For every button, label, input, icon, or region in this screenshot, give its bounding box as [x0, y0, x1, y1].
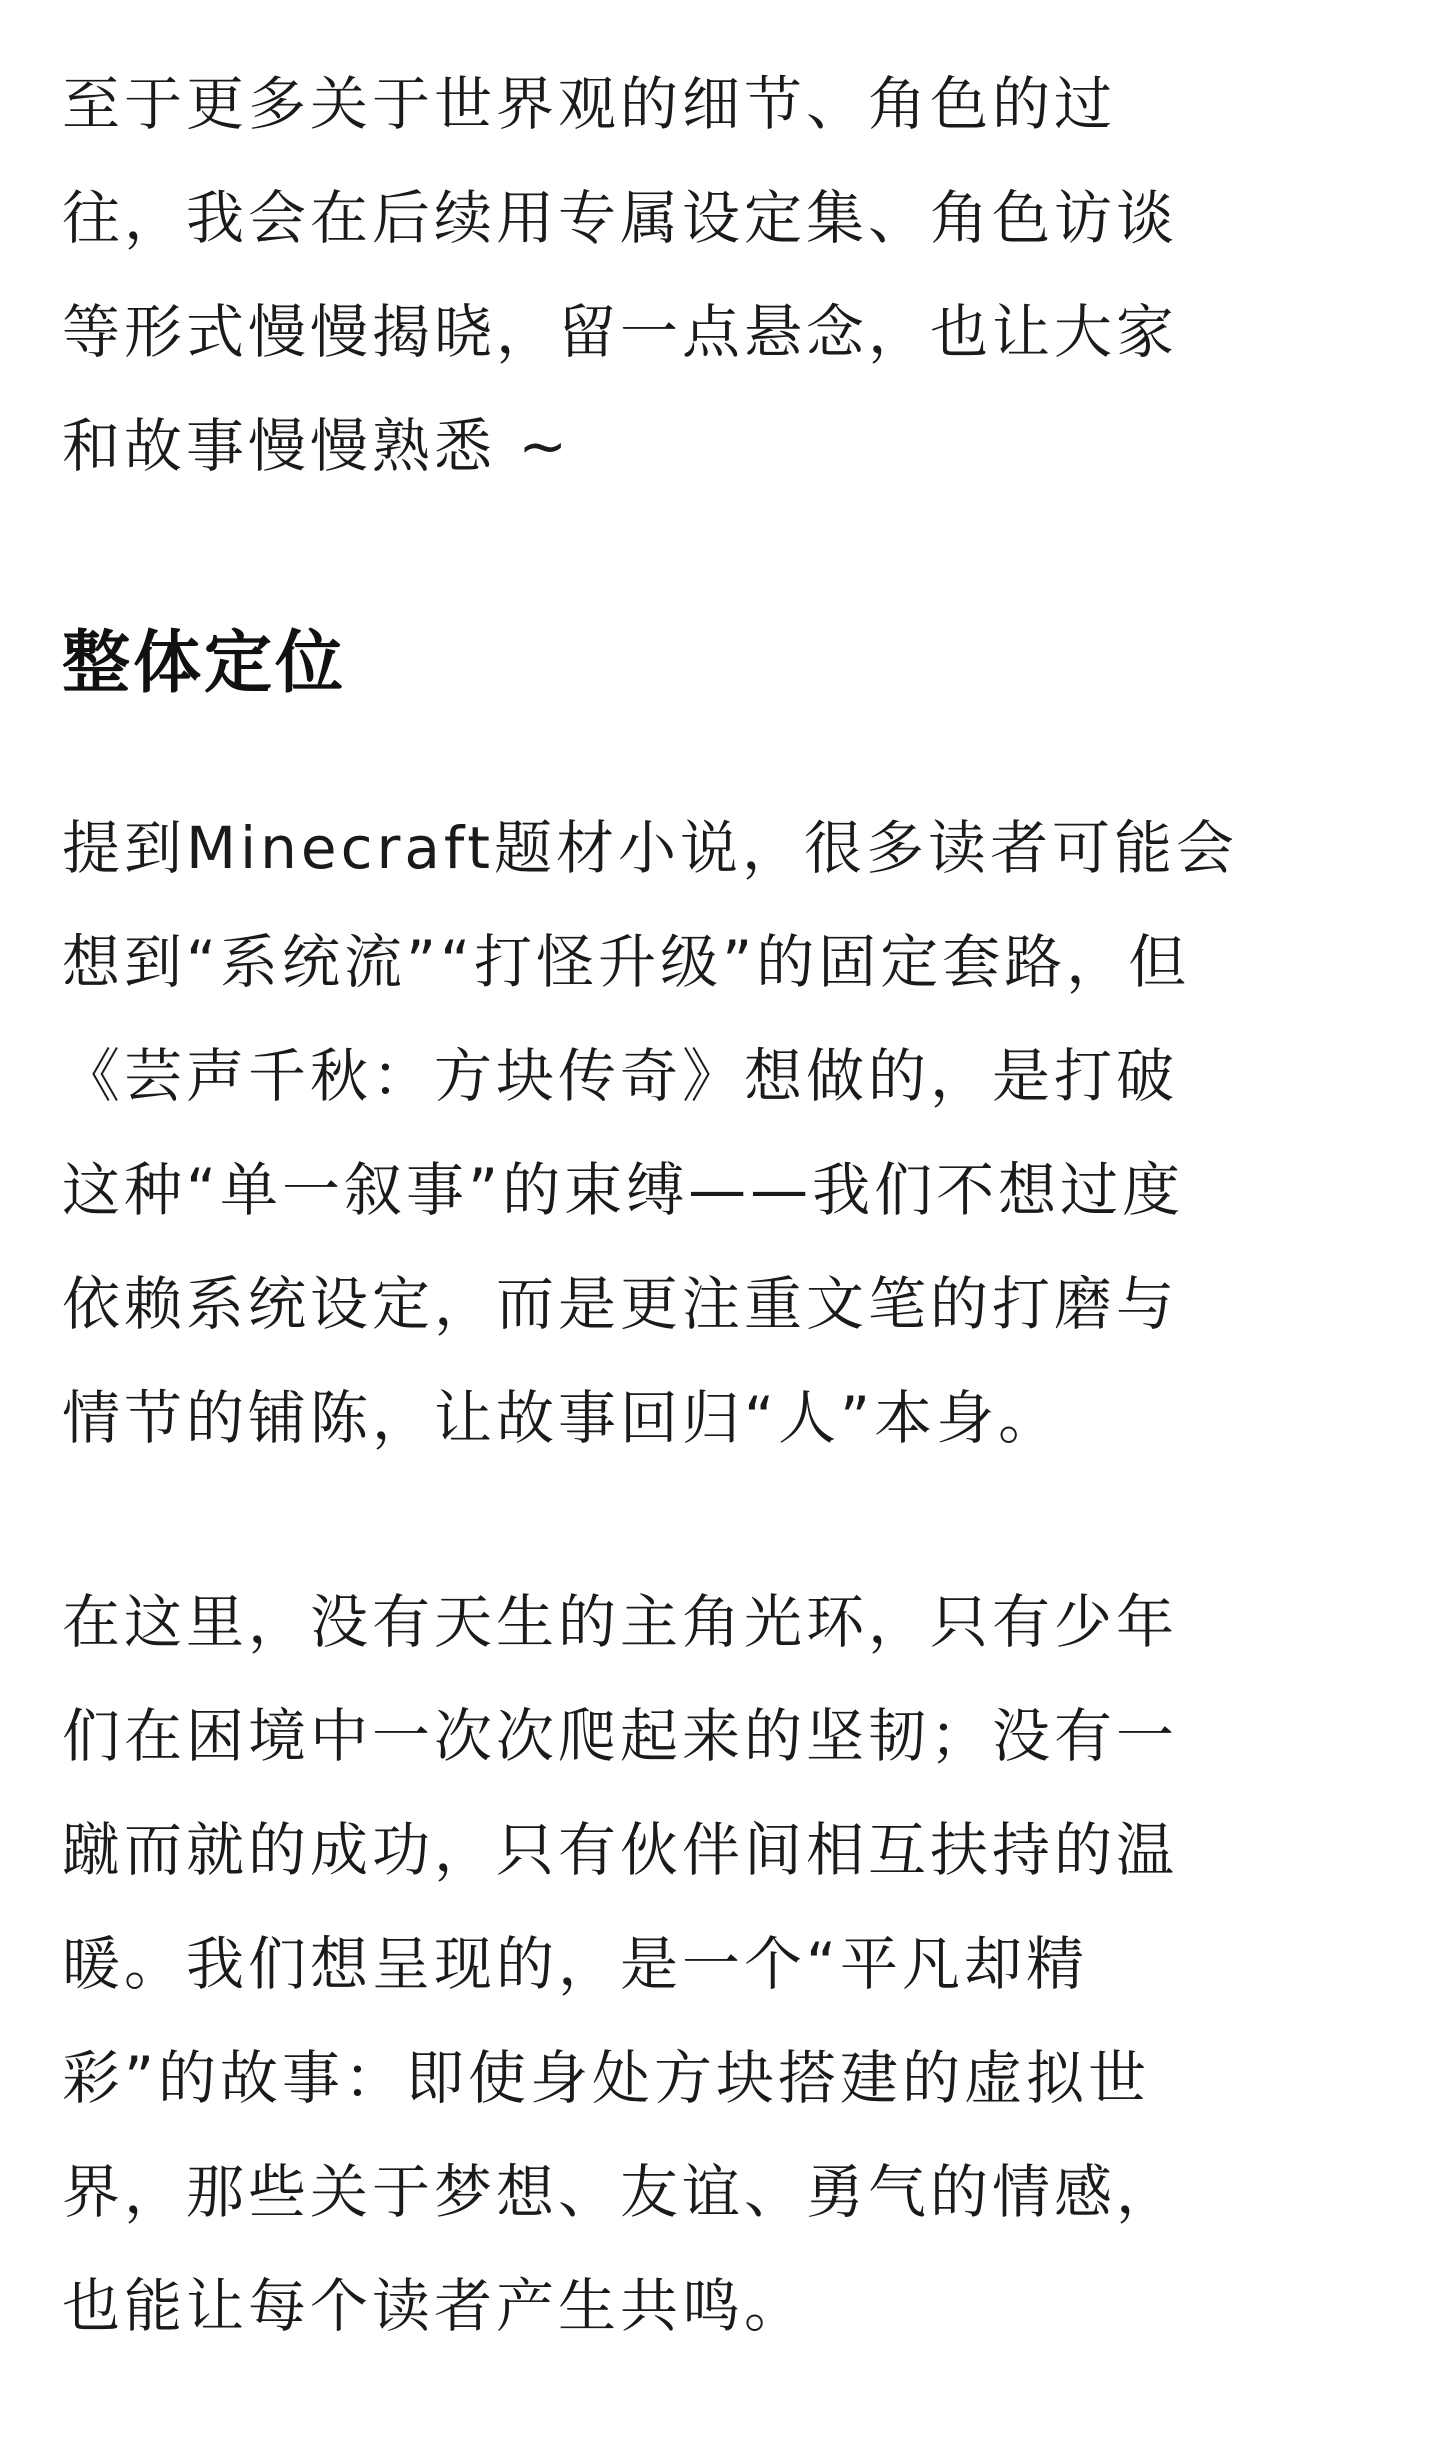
paragraph-line: 等形式慢慢揭晓，留一点悬念，也让大家 [62, 298, 1179, 366]
paragraph-line: 提到Minecraft题材小说，很多读者可能会 [62, 814, 1239, 882]
paragraph-line: 想到“系统流”“打怪升级”的固定套路，但 [62, 928, 1191, 996]
paragraph-line: 至于更多关于世界观的细节、角色的过 [62, 70, 1117, 138]
section-heading: 整体定位 [62, 624, 347, 703]
paragraph-line: 《芸声千秋：方块传奇》想做的，是打破 [62, 1042, 1179, 1110]
paragraph-line: 这种“单一叙事”的束缚——我们不想过度 [62, 1156, 1185, 1224]
paragraph-line: 情节的铺陈，让故事回归“人”本身。 [62, 1384, 1061, 1452]
paragraph-line: 暖。我们想呈现的，是一个“平凡却精 [62, 1930, 1089, 1998]
paragraph-line: 在这里，没有天生的主角光环，只有少年 [62, 1588, 1179, 1656]
paragraph-line: 界，那些关于梦想、友谊、勇气的情感， [62, 2158, 1179, 2226]
paragraph-line: 往，我会在后续用专属设定集、角色访谈 [62, 184, 1179, 252]
paragraph-line: 和故事慢慢熟悉 ~ [62, 412, 572, 480]
paragraph-line: 蹴而就的成功，只有伙伴间相互扶持的温 [62, 1816, 1179, 1884]
paragraph-line: 们在困境中一次次爬起来的坚韧；没有一 [62, 1702, 1179, 1770]
paragraph-line: 依赖系统设定，而是更注重文笔的打磨与 [62, 1270, 1179, 1338]
paragraph-line: 也能让每个读者产生共鸣。 [62, 2272, 807, 2340]
paragraph-line: 彩”的故事：即使身处方块搭建的虚拟世 [62, 2044, 1151, 2112]
